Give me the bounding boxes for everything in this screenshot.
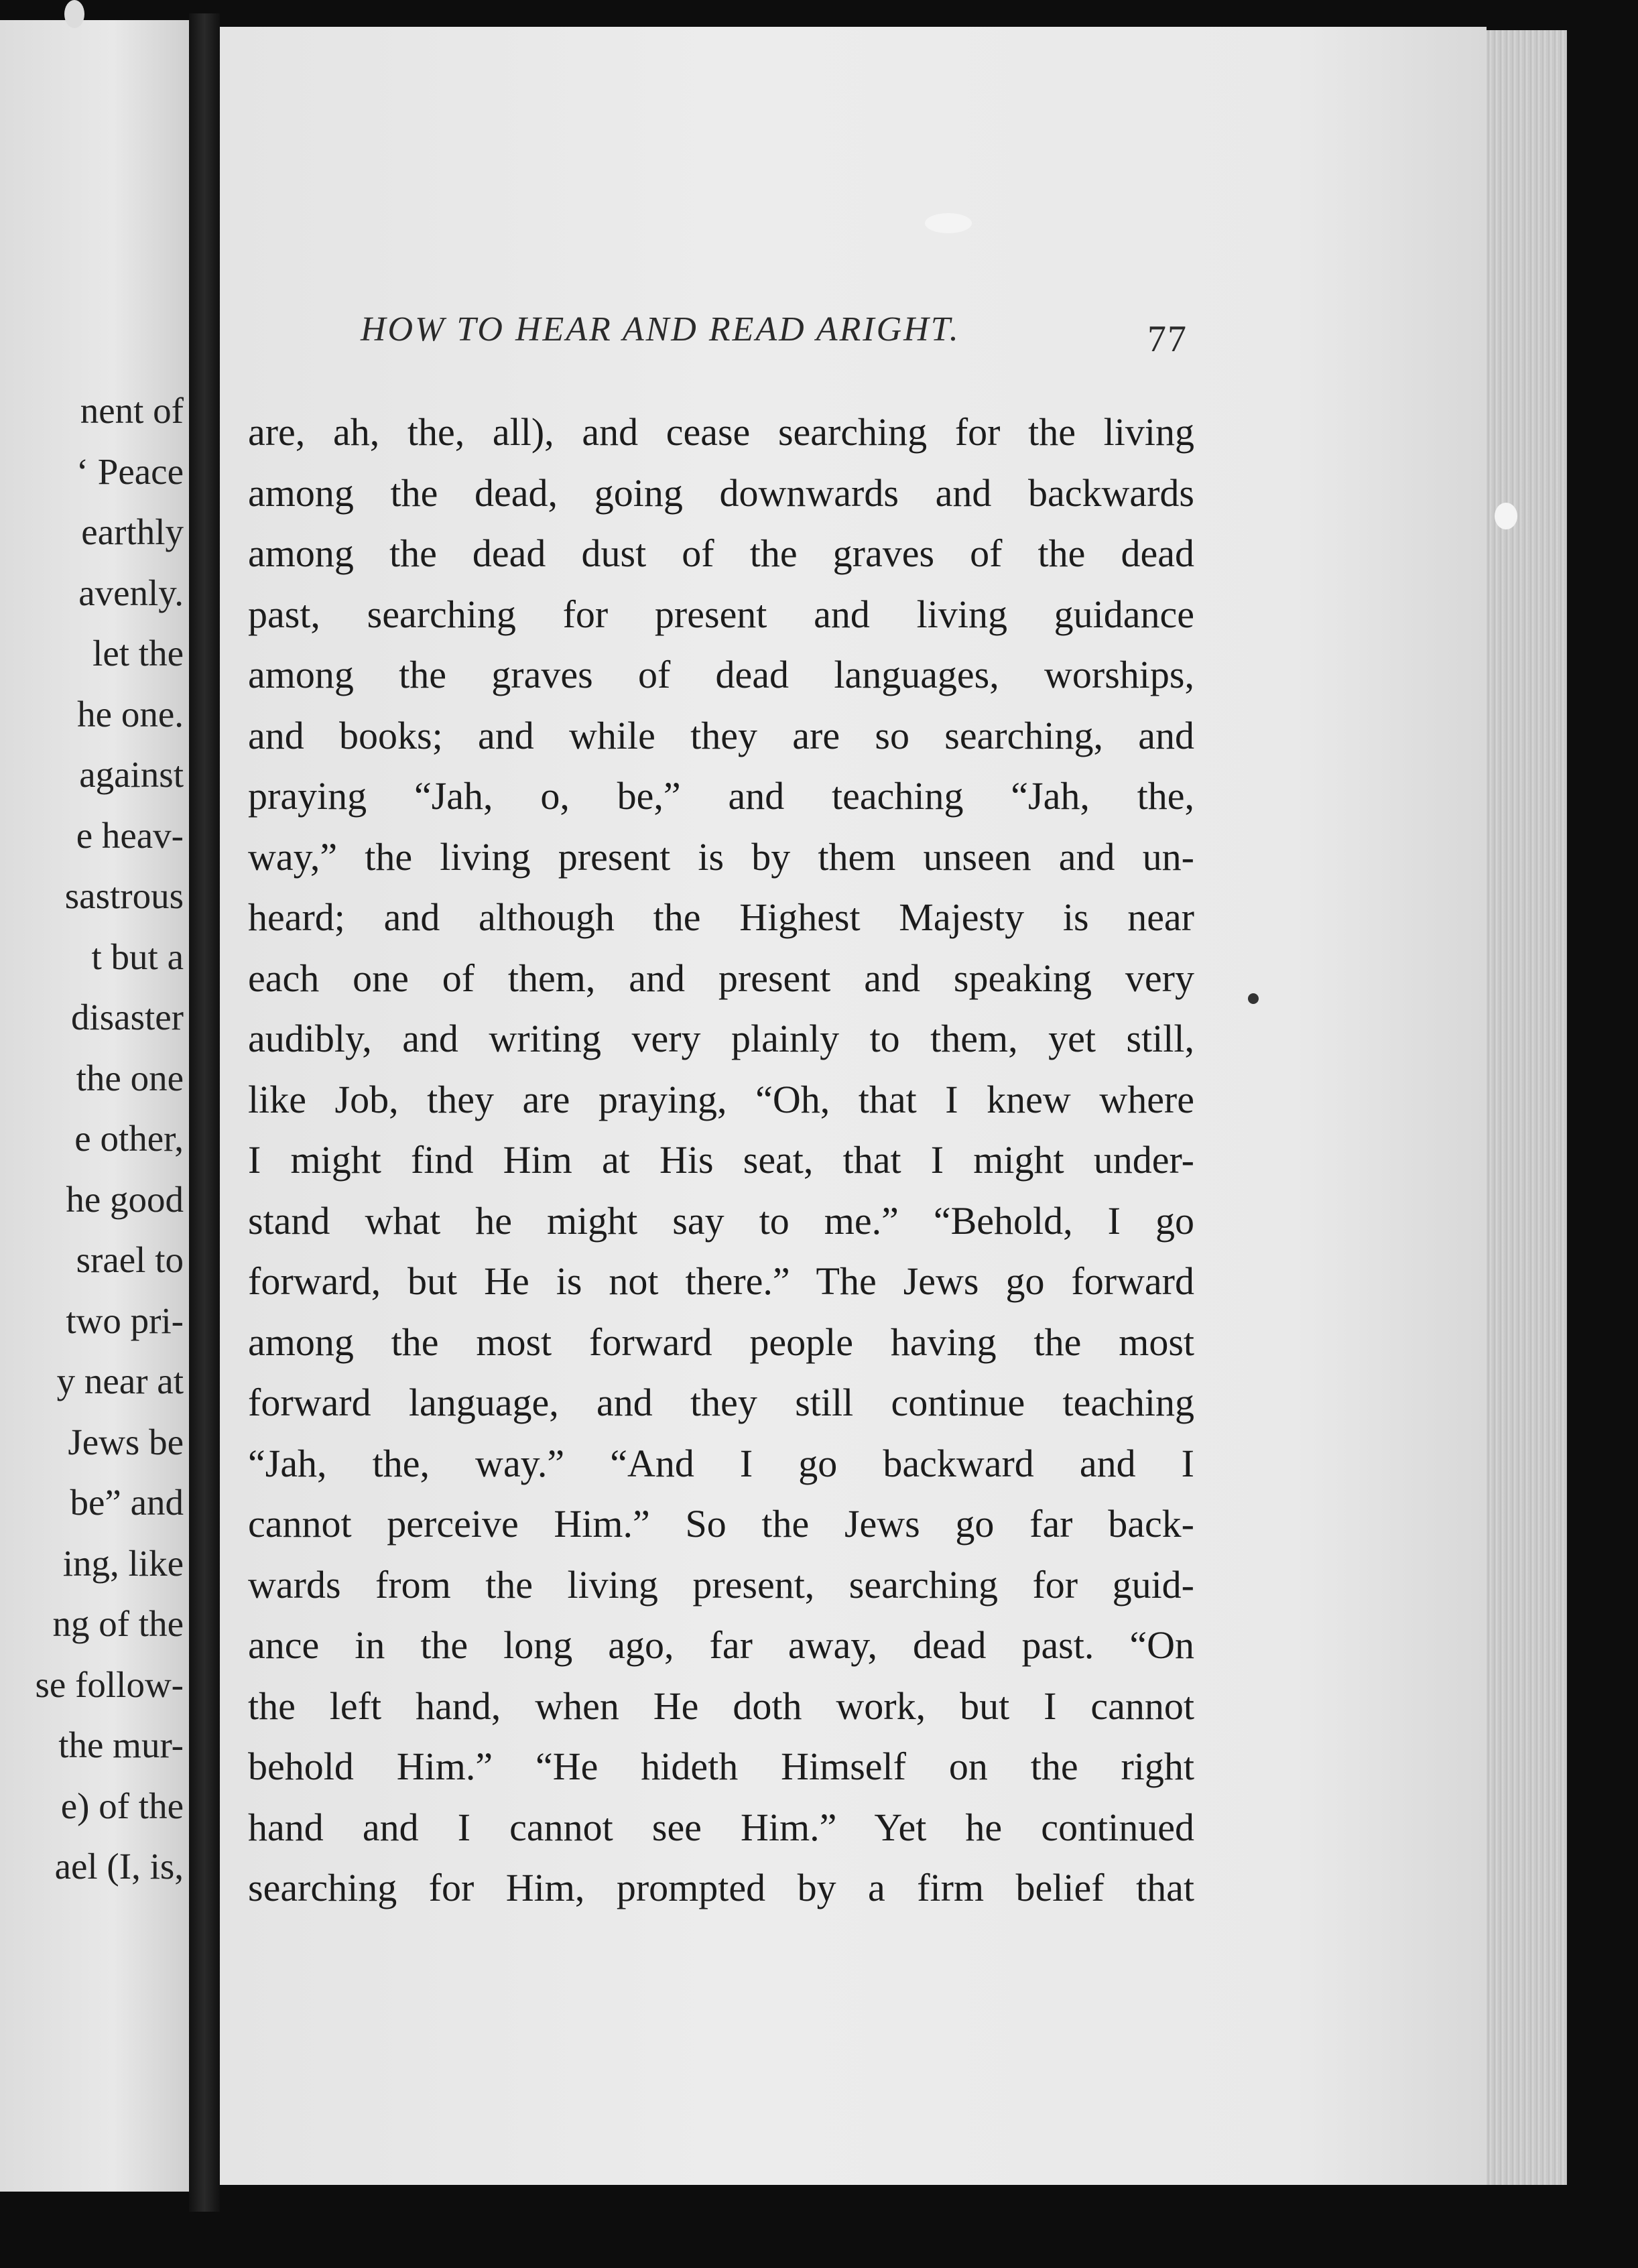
left-text-line: against <box>79 754 184 795</box>
left-text-line: ng of the <box>52 1603 184 1644</box>
running-header-title: HOW TO HEAR AND READ ARIGHT. <box>361 310 960 349</box>
left-text-line: e other, <box>74 1118 184 1159</box>
text-line: praying “Jah, o, be,” and teaching “Jah, the, <box>248 774 1194 818</box>
text-line: “Jah, the, way.” “And I go backward and I <box>248 1441 1194 1485</box>
text-line: among the graves of dead languages, worships, <box>248 653 1194 696</box>
left-text-line: ing, like <box>62 1542 184 1584</box>
text-line: I might find Him at His seat, that I might under- <box>248 1138 1194 1182</box>
text-line: forward language, and they still continue teaching <box>248 1381 1194 1424</box>
text-line: wards from the living present, searching for guid- <box>248 1562 1194 1606</box>
page-edges <box>1487 30 1567 2185</box>
left-text-line: disaster <box>70 997 184 1037</box>
text-line: among the most forward people having the most <box>248 1320 1194 1364</box>
left-text-line: se follow- <box>35 1663 184 1705</box>
left-text-line: srael to <box>76 1239 184 1280</box>
text-line: the left hand, when He doth work, but I cannot <box>248 1684 1194 1728</box>
text-line: cannot perceive Him.” So the Jews go far back- <box>248 1502 1194 1546</box>
left-text-line: he one. <box>77 693 184 735</box>
book-gutter <box>189 13 220 2212</box>
left-text-line: e) of the <box>60 1785 184 1826</box>
left-text-line: sastrous <box>64 875 184 916</box>
left-text-line: ael (I, is, <box>54 1846 184 1887</box>
text-line: among the dead, going downwards and backwards <box>248 470 1194 515</box>
text-line: each one of them, and present and speaking very <box>248 956 1194 1000</box>
scan-speck <box>1248 993 1259 1004</box>
text-line: among the dead dust of the graves of the dead <box>248 531 1194 575</box>
left-text-line: avenly. <box>78 572 184 613</box>
left-facing-page <box>0 20 189 2192</box>
text-line: ance in the long ago, far away, dead past. “On <box>248 1623 1194 1667</box>
left-text-line: y near at <box>56 1361 184 1401</box>
left-text-line: earthly <box>81 511 184 552</box>
scan-speck <box>1495 503 1517 529</box>
text-line: heard; and although the Highest Majesty is near <box>248 895 1194 939</box>
text-line: are, ah, the, all), and cease searching for the living <box>248 410 1194 454</box>
running-header <box>361 310 1192 349</box>
left-text-line: Jews be <box>68 1421 184 1462</box>
text-line: searching for Him, prompted by a firm belief that <box>248 1866 1194 1909</box>
left-text-line: the one <box>76 1057 184 1098</box>
left-text-line: let the <box>92 633 184 674</box>
scan-speck <box>925 213 972 233</box>
left-text-line: the mur- <box>58 1724 184 1765</box>
left-text-line: he good <box>66 1178 184 1220</box>
body-text <box>248 402 1194 1919</box>
left-text-line: ‘ Peace <box>76 450 184 492</box>
left-text-line: be” and <box>70 1482 184 1523</box>
text-line: audibly, and writing very plainly to them, yet still, <box>248 1017 1194 1060</box>
text-line: past, searching for present and living guidance <box>248 592 1194 636</box>
text-line: forward, but He is not there.” The Jews go forward <box>248 1259 1194 1303</box>
page-number: 77 <box>1147 318 1188 360</box>
scan-speck <box>64 0 84 28</box>
left-text-line: two pri- <box>66 1300 184 1341</box>
text-line: hand and I cannot see Him.” Yet he continued <box>248 1805 1194 1849</box>
left-text-line: e heav- <box>76 814 184 856</box>
text-line: and books; and while they are so searching, and <box>248 713 1194 757</box>
text-line: behold Him.” “He hideth Himself on the right <box>248 1745 1194 1788</box>
text-line: like Job, they are praying, “Oh, that I knew where <box>248 1077 1194 1121</box>
text-line: way,” the living present is by them unseen and un- <box>248 834 1194 879</box>
text-line: stand what he might say to me.” “Behold, I go <box>248 1198 1194 1243</box>
left-text-line: nent of <box>80 390 184 431</box>
left-text-line: t but a <box>91 936 184 977</box>
